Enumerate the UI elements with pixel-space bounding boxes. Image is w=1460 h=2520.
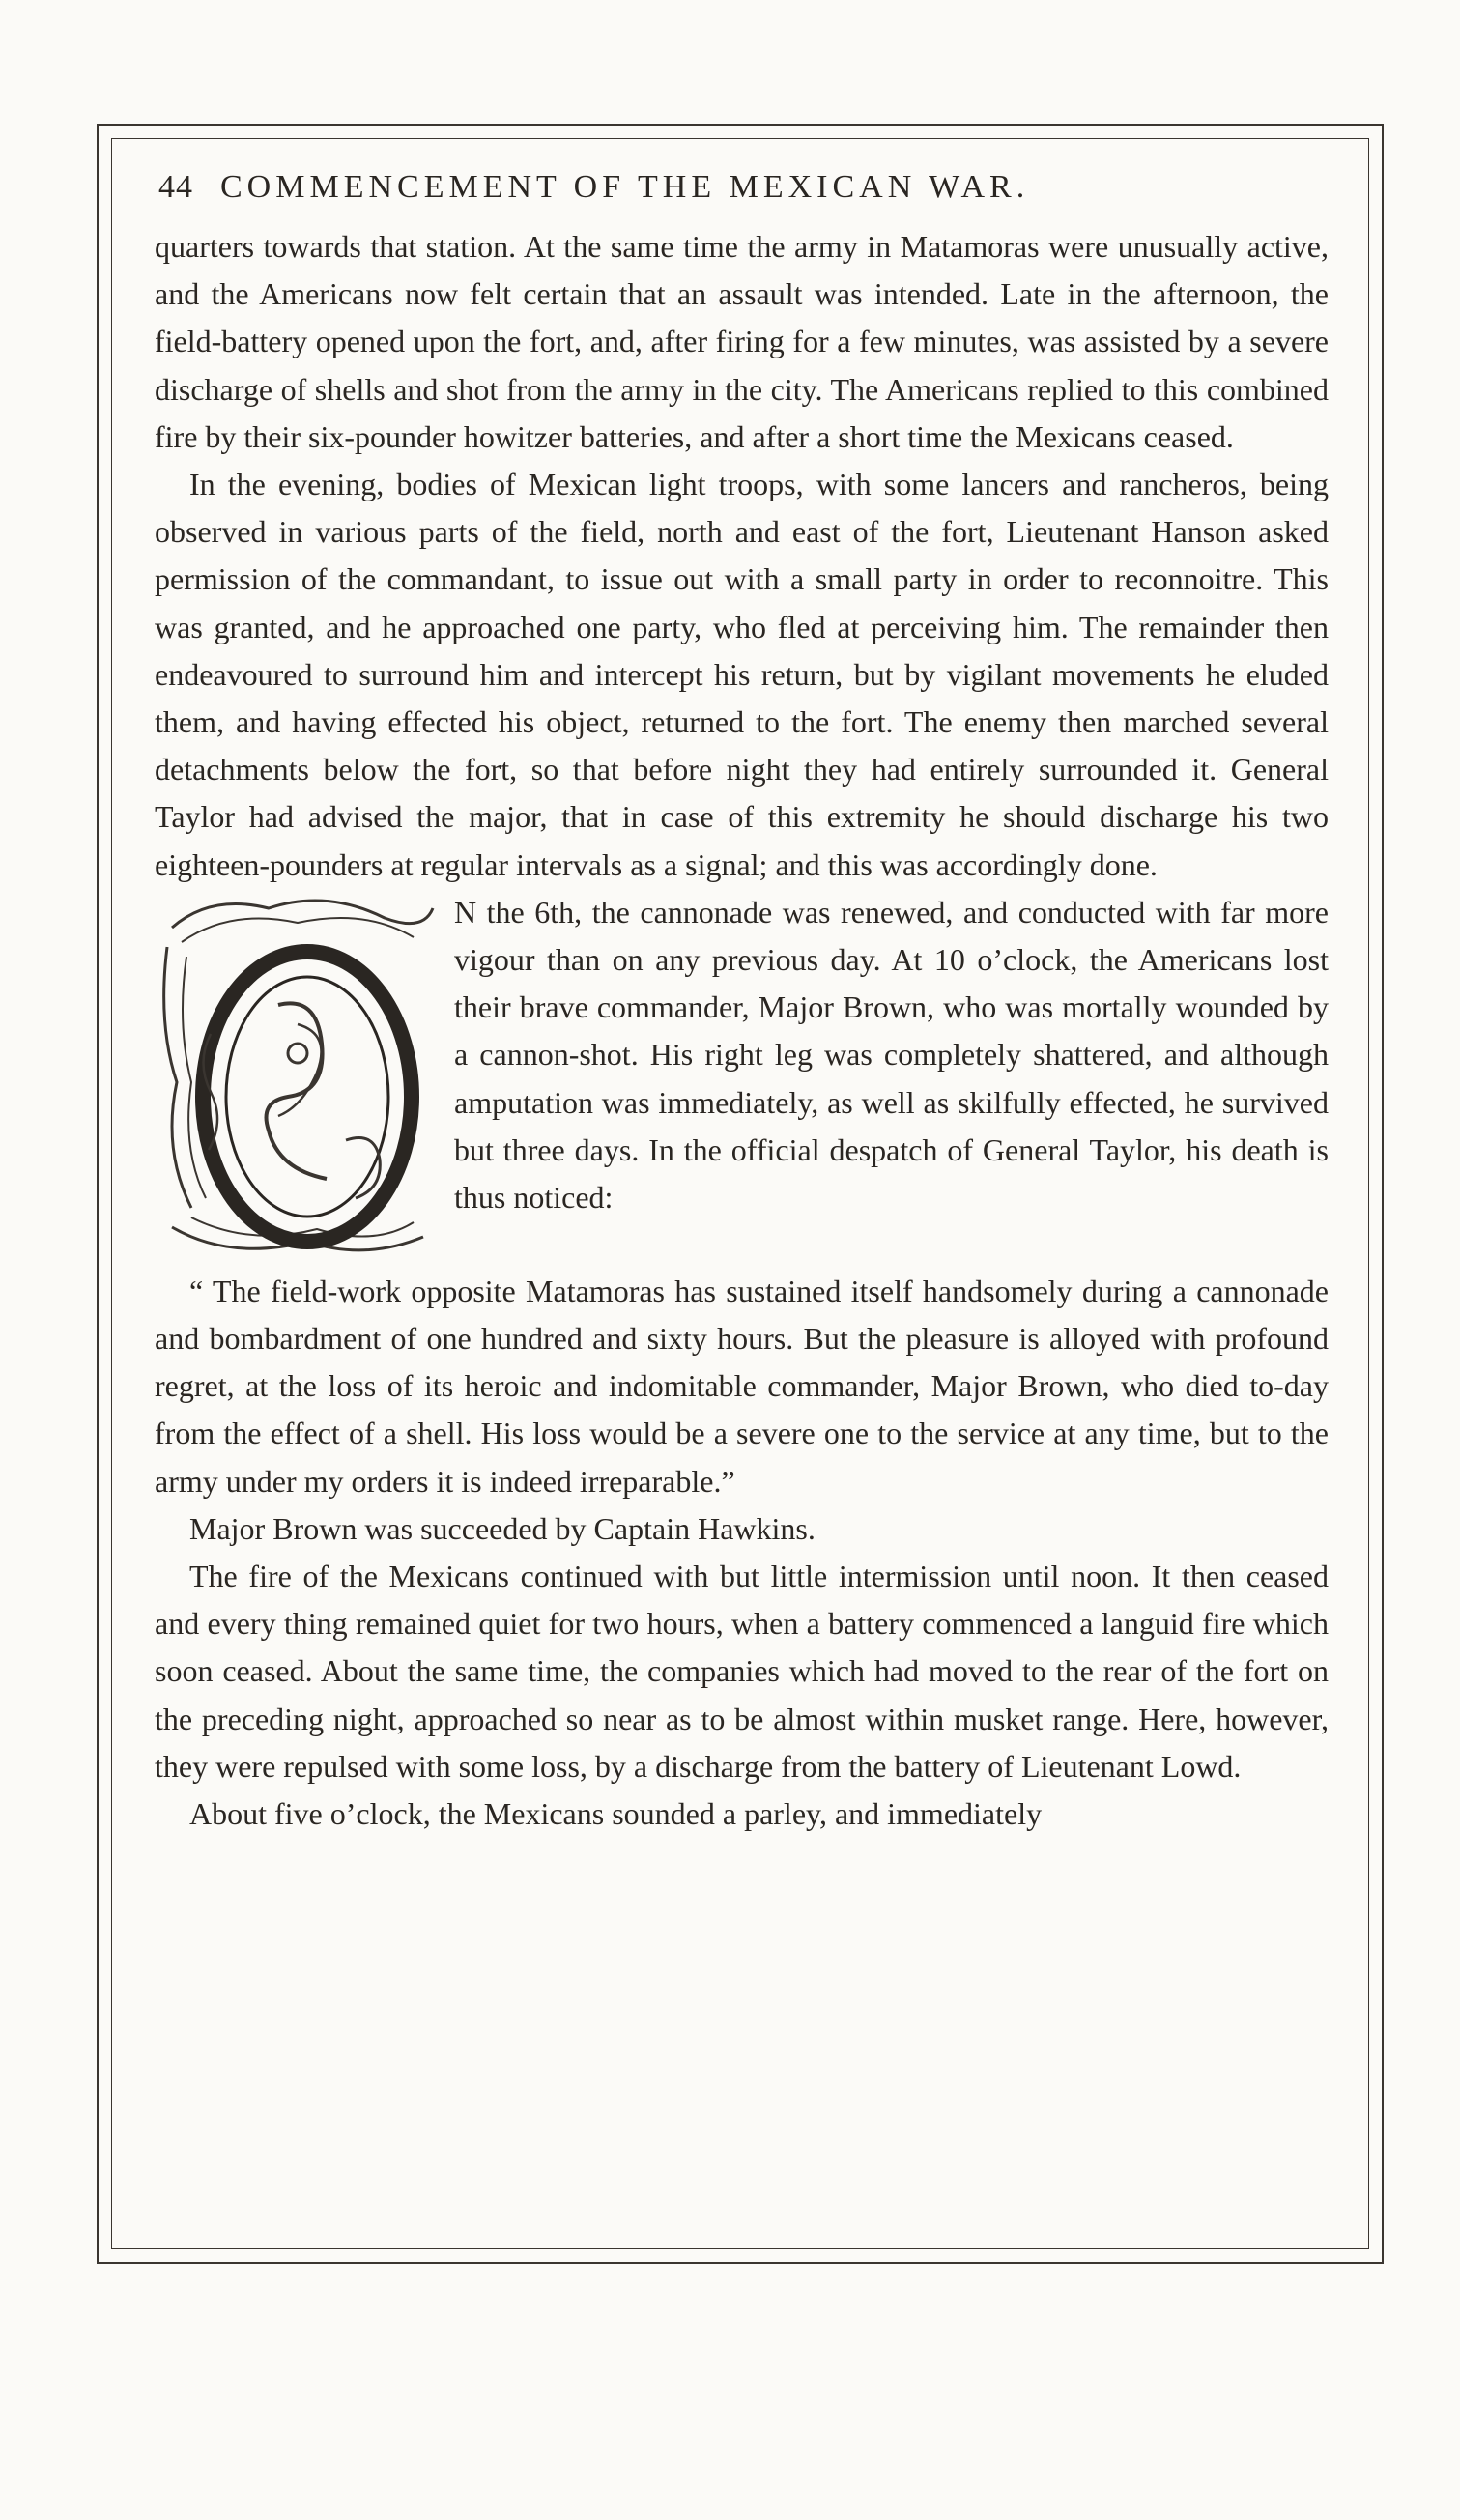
- paragraph-1: quarters towards that station. At the same time the army in Matamoras were unusually active, and the Americans now felt certain that an assault was intended. Late in the afternoon, the field-battery opened upon the fort, and, after firing for a few minutes, was assisted by a severe discharge of shells and shot from the army in the city. The Americans replied to this combined fire by their six-pounder howitzer batteries, and after a short time the Mexicans ceased.: [155, 229, 1329, 454]
- ornamental-initial-o-icon: [153, 889, 444, 1268]
- dropcap-paragraph: [155, 889, 1329, 1268]
- paragraph-fire: The fire of the Mexicans continued with but little intermission until noon. It then ceased and every thing remained quiet for two hours, when a battery commenced a languid fire which soon ceased. About the same time, the companies which had moved to the rear of the fort on the preceding night, approached so near as to be almost within musket range. Here, however, they were repulsed with some loss, by a discharge from the battery of Lieutenant Lowd.: [155, 1559, 1329, 1784]
- page-content: [155, 169, 1329, 1838]
- paragraph-succession: Major Brown was succeeded by Captain Hawkins.: [189, 1510, 816, 1546]
- page-number: 44: [158, 169, 193, 205]
- running-title: COMMENCEMENT OF THE MEXICAN WAR.: [220, 169, 1030, 205]
- dropcap-paragraph-text: N the 6th, the cannonade was renewed, and conducted with far more vigour than on any previous day. At 10 o’clock, the Americans lost their brave commander, Major Brown, who was mortally wounded by a cannon-shot. His right leg was completely shattered, and although amputation was immediately, as well as skilfully effected, he survived but three days. In the official despatch of General Taylor, his death is thus noticed:: [454, 894, 1329, 1216]
- paragraph-quote: “ The field-work opposite Matamoras has sustained itself handsomely during a cannonade and bombardment of one hundred and sixty hours. But the pleasure is alloyed with profound regret, at the loss of its heroic and indomitable commander, Major Brown, who died to-day from the effect of a shell. His loss would be a severe one to the service at any time, but to the army under my orders it is indeed irreparable.”: [155, 1273, 1329, 1499]
- paragraph-2: In the evening, bodies of Mexican light troops, with some lancers and rancheros, being observed in various parts of the field, north and east of the fort, Lieutenant Hanson asked permission of the commandant, to issue out with a small party in order to reconnoitre. This was granted, and he approached one party, who fled at perceiving him. The remainder then endeavoured to surround him and intercept his return, but by vigilant movements he eluded them, and having effected his object, returned to the fort. The enemy then marched several detachments below the fort, so that before night they had entirely surrounded it. General Taylor had advised the major, that in case of this extremity he should discharge his two eighteen-pounders at regular intervals as a signal; and this was accordingly done.: [155, 467, 1329, 882]
- body-text: [155, 223, 1329, 1838]
- paragraph-parley: About five o’clock, the Mexicans sounded a parley, and immediately: [189, 1796, 1043, 1832]
- running-head: [158, 169, 1329, 206]
